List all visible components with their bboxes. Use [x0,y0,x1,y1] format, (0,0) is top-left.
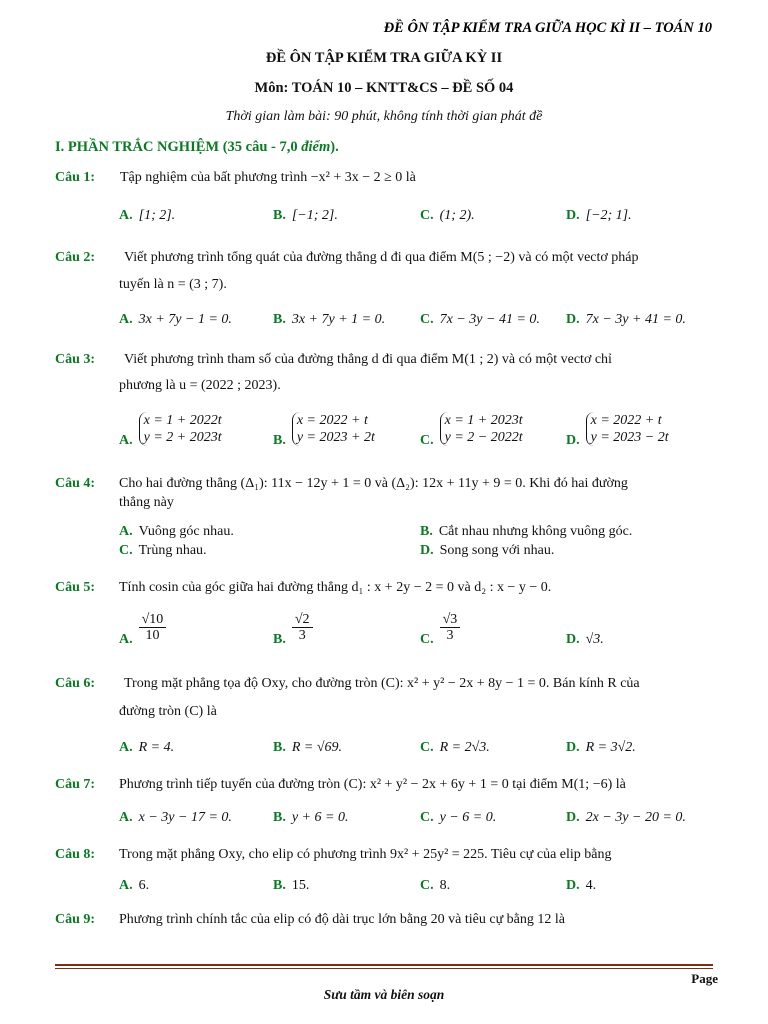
question-7-label: Câu 7: [55,777,96,792]
question-3-label: Câu 3: [55,352,96,367]
question-2-option-a[interactable]: A. 3x + 7y − 1 = 0. [119,312,232,327]
question-5-option-d[interactable]: D. √3. [566,632,604,647]
question-4-stem-line2: thẳng này [119,495,174,510]
question-8-option-d[interactable]: D. 4. [566,878,597,893]
question-3-stem-line2: phương là u = (2022 ; 2023). [119,378,281,393]
question-2-option-c[interactable]: C. 7x − 3y − 41 = 0. [420,312,540,327]
question-2-stem-line2: tuyến là n = (3 ; 7). [119,277,227,292]
question-2-option-d[interactable]: D. 7x − 3y + 41 = 0. [566,312,686,327]
question-3-option-d[interactable]: D.x = 2022 + t y = 2023 − 2t [566,413,669,449]
question-4-option-d[interactable]: D. Song song với nhau. [420,543,555,558]
question-3-option-a[interactable]: A.x = 1 + 2022t y = 2 + 2023t [119,413,222,449]
question-5-option-b[interactable]: B. $\frac{√2}{3}$ [273,612,313,648]
question-9-stem: Phương trình chính tắc của elip có độ dài trục lớn bằng 20 và tiêu cự bằng 12 là [119,912,565,927]
question-9-label: Câu 9: [55,912,96,927]
question-7-option-c[interactable]: C. y − 6 = 0. [420,810,497,825]
question-7-option-d[interactable]: D. 2x − 3y − 20 = 0. [566,810,686,825]
question-7-option-b[interactable]: B. y + 6 = 0. [273,810,349,825]
question-4-option-a[interactable]: A. Vuông góc nhau. [119,524,234,539]
exam-title: ĐỀ ÔN TẬP KIỂM TRA GIỮA KỲ II [265,50,503,66]
question-2-option-b[interactable]: B. 3x + 7y + 1 = 0. [273,312,386,327]
question-1-option-a[interactable]: A. [1; 2]. [119,208,176,223]
exam-time-note: Thời gian làm bài: 90 phút, không tính thời gian phát đề [225,109,543,124]
page-label: Page [691,971,718,986]
question-8-stem: Trong mặt phẳng Oxy, cho elip có phương trình 9x² + 25y² = 225. Tiêu cự của elip bằng [119,847,612,862]
question-2-stem: Viết phương trình tổng quát của đường thẳng d đi qua điểm M(5 ; −2) và có một vectơ pháp [124,250,639,265]
question-8-label: Câu 8: [55,847,96,862]
question-7-option-a[interactable]: A. x − 3y − 17 = 0. [119,810,232,825]
question-6-option-c[interactable]: C. R = 2√3. [420,740,490,755]
question-1-stem: Tập nghiệm của bất phương trình −x² + 3x − 2 ≥ 0 là [120,170,416,185]
question-4-option-c[interactable]: C. Trùng nhau. [119,543,207,558]
question-1-option-c[interactable]: C. (1; 2). [420,208,475,223]
question-4-stem: Cho hai đường thẳng (Δ₁): 11x − 12y + 1 = 0 và (Δ₂): 12x + 11y + 9 = 0. Khi đó hai đường [119,476,628,491]
question-5-label: Câu 5: [55,580,96,595]
question-6-label: Câu 6: [55,676,96,691]
question-1-option-b[interactable]: B. [−1; 2]. [273,208,338,223]
question-5-option-a[interactable]: A. $\frac{√10}{10}$ [119,612,166,648]
question-8-option-a[interactable]: A. 6. [119,878,150,893]
question-1-option-d[interactable]: D. [−2; 1]. [566,208,632,223]
question-8-option-c[interactable]: C. 8. [420,878,451,893]
question-6-option-d[interactable]: D. R = 3√2. [566,740,636,755]
footer-credit: Sưu tầm và biên soạn [323,987,445,1002]
section-heading: I. PHẦN TRẮC NGHIỆM (35 câu - 7,0 điểm). [55,139,339,155]
question-4-label: Câu 4: [55,476,96,491]
question-5-option-c[interactable]: C. $\frac{√3}{3}$ [420,612,460,648]
question-5-stem: Tính cosin của góc giữa hai đường thẳng d₁ : x + 2y − 2 = 0 và d₂ : x − y − 0. [119,580,552,595]
question-8-option-b[interactable]: B. 15. [273,878,310,893]
question-6-option-b[interactable]: B. R = √69. [273,740,343,755]
running-header: ĐỀ ÔN TẬP KIỂM TRA GIỮA HỌC KÌ II – TOÁN 10 [383,20,712,36]
question-3-option-c[interactable]: C.x = 1 + 2023t y = 2 − 2022t [420,413,523,449]
question-3-stem: Viết phương trình tham số của đường thẳng d đi qua điểm M(1 ; 2) và có một vectơ chỉ [124,352,612,367]
footer-rule-thin [55,968,713,969]
question-6-stem: Trong mặt phẳng tọa độ Oxy, cho đường tròn (C): x² + y² − 2x + 8y − 1 = 0. Bán kính R của [124,676,640,691]
question-6-option-a[interactable]: A. R = 4. [119,740,175,755]
footer-rule [55,964,713,966]
question-3-option-b[interactable]: B.x = 2022 + t y = 2023 + 2t [273,413,375,449]
question-2-label: Câu 2: [55,250,96,265]
exam-subject: Môn: TOÁN 10 – KNTT&CS – ĐỀ SỐ 04 [254,80,514,96]
question-6-stem-line2: đường tròn (C) là [119,704,217,719]
question-7-stem: Phương trình tiếp tuyến của đường tròn (C): x² + y² − 2x + 6y + 1 = 0 tại điểm M(1; −6) là [119,777,626,792]
question-4-option-b[interactable]: B. Cắt nhau nhưng không vuông góc. [420,524,633,539]
question-1-label: Câu 1: [55,170,96,185]
